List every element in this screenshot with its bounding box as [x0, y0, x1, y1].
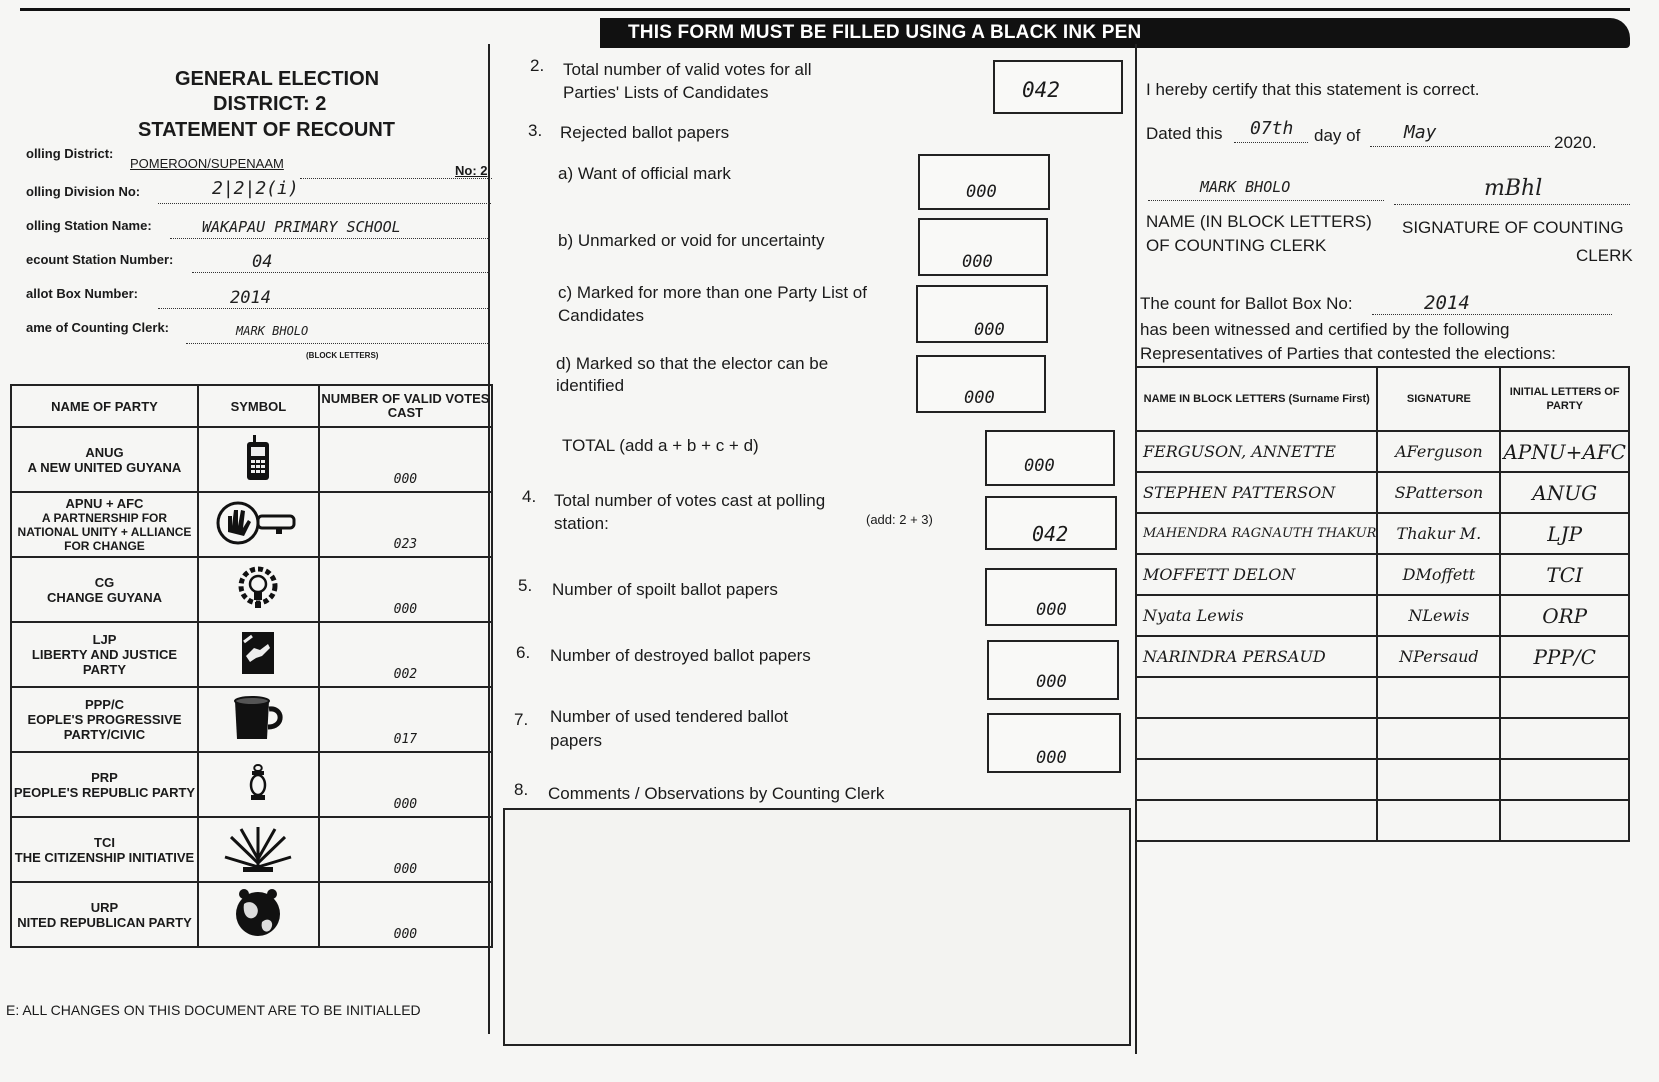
q3d-label-2: identified — [556, 376, 625, 395]
q4-label-1: Total number of votes cast at polling — [554, 491, 826, 510]
party-fullname: NITED REPUBLICAN PARTY — [17, 914, 192, 930]
q3c-label-2: Candidates — [558, 306, 645, 325]
party-name-cell — [11, 752, 198, 817]
q3d-value: 000 — [964, 388, 995, 408]
rep-name: Nyata Lewis — [1136, 595, 1377, 636]
recount-line — [192, 272, 490, 273]
party-abbr: URP — [90, 899, 119, 915]
witness-line-2: Representatives of Parties that contested the elections: — [1140, 344, 1556, 363]
counting-clerk-label: ame of Counting Clerk: — [26, 320, 170, 335]
party-symbol-cell — [198, 492, 319, 557]
party-row — [11, 687, 492, 752]
dated-day-line — [1234, 142, 1308, 143]
party-row — [11, 752, 492, 817]
q8-label: Comments / Observations by Counting Clerk — [548, 784, 885, 803]
title-line2: DISTRICT: 2 — [213, 93, 327, 115]
q3-number: 3. — [528, 121, 543, 140]
rep-party — [1500, 718, 1629, 759]
party-name-cell — [11, 622, 198, 687]
table-row — [1136, 513, 1629, 554]
q2-label-2: Parties' Lists of Candidates — [563, 83, 769, 102]
table-row — [1136, 595, 1629, 636]
party-symbol-cell — [198, 687, 319, 752]
ballot-box-line — [158, 308, 490, 309]
q4-number: 4. — [522, 487, 537, 506]
party-fullname: LIBERTY AND JUSTICE PARTY — [31, 647, 178, 677]
party-symbol-cell — [198, 622, 319, 687]
party-symbol-cell — [198, 817, 319, 882]
q3-label: Rejected ballot papers — [560, 123, 730, 142]
rep-signature: SPatterson — [1377, 472, 1500, 513]
banner-text: THIS FORM MUST BE FILLED USING A BLACK INK PEN — [628, 22, 1142, 43]
polling-district-value: POMEROON/SUPENAAM — [130, 156, 284, 171]
rep-party: LJP — [1500, 513, 1629, 554]
party-symbol-cell — [198, 882, 319, 947]
votes-cell: 000 — [319, 817, 492, 882]
party-symbol-cell — [198, 752, 319, 817]
party-abbr: APNU + AFC — [65, 496, 144, 511]
clerk-signature: mBhl — [1484, 176, 1543, 201]
handshake-icon — [238, 628, 278, 678]
rep-party: APNU+AFC — [1500, 431, 1629, 472]
q4-label-2: station: — [554, 514, 609, 533]
recount-station-value: 04 — [252, 252, 273, 272]
party-abbr: PPP/C — [84, 697, 124, 712]
rep-party — [1500, 759, 1629, 800]
rep-signature: Thakur M. — [1377, 513, 1500, 554]
party-fullname: THE CITIZENSHIP INITIATIVE — [14, 849, 195, 865]
rep-name: NARINDRA PERSAUD — [1136, 636, 1377, 677]
party-name-cell — [11, 687, 198, 752]
footnote: E: ALL CHANGES ON THIS DOCUMENT ARE TO BE INITIALLED — [6, 1002, 421, 1018]
rep-party: TCI — [1500, 554, 1629, 595]
name-caption-2: OF COUNTING CLERK — [1146, 236, 1327, 255]
ballot-box-label: allot Box Number: — [26, 286, 138, 301]
polling-district-label: olling District: — [26, 146, 114, 161]
table-row — [1136, 718, 1629, 759]
polling-division-value: 2|2|2(i) — [212, 178, 299, 199]
polling-station-label: olling Station Name: — [26, 218, 152, 233]
party-abbr: TCI — [94, 834, 115, 850]
lantern-icon — [247, 763, 269, 803]
total-value: 000 — [1024, 456, 1055, 476]
dated-month-line — [1370, 146, 1550, 147]
q7-label-2: papers — [550, 731, 602, 750]
party-name-header: NAME OF PARTY — [11, 385, 198, 427]
phone-icon — [243, 434, 273, 482]
q3a-label: a) Want of official mark — [558, 164, 731, 183]
q8-number: 8. — [514, 780, 529, 799]
table-row — [1136, 554, 1629, 595]
table-row — [1136, 431, 1629, 472]
table-row — [1136, 759, 1629, 800]
party-fullname: A PARTNERSHIP FOR NATIONAL UNITY + ALLIANCE FOR CHANGE — [17, 511, 192, 553]
rep-signature — [1377, 759, 1500, 800]
q7-value: 000 — [1036, 748, 1067, 768]
globe-icon — [232, 886, 284, 940]
q2-number: 2. — [530, 56, 545, 75]
rep-party — [1500, 677, 1629, 718]
rep-party: PPP/C — [1500, 636, 1629, 677]
title-line3: STATEMENT OF RECOUNT — [138, 119, 396, 141]
q3a-value: 000 — [966, 182, 997, 202]
q6-value: 000 — [1036, 672, 1067, 692]
recount-station-label: ecount Station Number: — [26, 252, 174, 267]
q7-number: 7. — [514, 710, 529, 729]
votes-cell: 000 — [319, 557, 492, 622]
q2-label-1: Total number of valid votes for all — [563, 60, 812, 79]
party-fullname: A NEW UNITED GUYANA — [27, 459, 182, 475]
table-row — [1136, 677, 1629, 718]
party-abbr: CG — [94, 574, 115, 590]
ballot-box-value: 2014 — [230, 288, 271, 308]
sig-caption-1: SIGNATURE OF COUNTING — [1402, 218, 1624, 237]
dated-prefix: Dated this — [1146, 124, 1223, 143]
station-line — [170, 238, 490, 239]
total-label: TOTAL (add a + b + c + d) — [562, 436, 759, 455]
cup-icon — [229, 693, 287, 743]
count-value: 2014 — [1424, 292, 1470, 314]
rep-signature: NLewis — [1377, 595, 1500, 636]
title-line1: GENERAL ELECTION — [175, 68, 380, 90]
party-row — [11, 622, 492, 687]
district-line — [300, 178, 492, 179]
q3b-label: b) Unmarked or void for uncertainty — [558, 231, 825, 250]
votes-cell: 017 — [319, 687, 492, 752]
rep-name-header: NAME IN BLOCK LETTERS (Surname First) — [1136, 367, 1377, 431]
plant-icon — [221, 823, 295, 873]
name-caption-1: NAME (IN BLOCK LETTERS) — [1146, 212, 1372, 231]
rep-party: ORP — [1500, 595, 1629, 636]
party-row — [11, 492, 492, 557]
party-fullname: EOPLE'S PROGRESSIVE PARTY/CIVIC — [27, 712, 182, 742]
rep-signature: AFerguson — [1377, 431, 1500, 472]
q4-add-note: (add: 2 + 3) — [866, 512, 933, 527]
sig-caption-2: CLERK — [1576, 246, 1633, 265]
party-symbol-cell — [198, 557, 319, 622]
rep-party: ANUG — [1500, 472, 1629, 513]
party-row — [11, 427, 492, 492]
polling-station-value: WAKAPAU PRIMARY SCHOOL — [202, 218, 401, 236]
rep-signature — [1377, 677, 1500, 718]
party-row — [11, 882, 492, 947]
q6-label: Number of destroyed ballot papers — [550, 646, 811, 665]
votes-cell: 000 — [319, 427, 492, 492]
party-fullname: PEOPLE'S REPUBLIC PARTY — [13, 784, 196, 800]
party-abbr: LJP — [92, 632, 117, 647]
count-line — [1372, 314, 1612, 315]
party-symbol-cell — [198, 427, 319, 492]
votes-header: NUMBER OF VALID VOTES CAST — [319, 385, 492, 427]
count-prefix: The count for Ballot Box No: — [1140, 294, 1353, 313]
certify-text: I hereby certify that this statement is correct. — [1146, 80, 1480, 99]
rep-name — [1136, 759, 1377, 800]
rep-signature-header: SIGNATURE — [1377, 367, 1500, 431]
rep-name — [1136, 677, 1377, 718]
rep-party — [1500, 800, 1629, 841]
q3b-value: 000 — [962, 252, 993, 272]
votes-cell: 000 — [319, 752, 492, 817]
rep-signature — [1377, 800, 1500, 841]
rep-name — [1136, 800, 1377, 841]
rep-signature — [1377, 718, 1500, 759]
q3c-label-1: c) Marked for more than one Party List of — [558, 283, 867, 302]
hand-key-icon — [216, 498, 300, 548]
q6-number: 6. — [516, 643, 531, 662]
votes-cell: 002 — [319, 622, 492, 687]
clerk-sig-line — [1394, 204, 1630, 205]
party-abbr: PRP — [91, 769, 118, 785]
votes-cell: 000 — [319, 882, 492, 947]
party-name-cell — [11, 427, 198, 492]
dated-day: 07th — [1250, 118, 1294, 139]
witness-line-1: has been witnessed and certified by the following — [1140, 320, 1510, 339]
q5-number: 5. — [518, 576, 533, 595]
rep-name: MAHENDRA RAGNAUTH THAKUR — [1136, 513, 1377, 554]
q7-label-1: Number of used tendered ballot — [550, 707, 789, 726]
clerk-name-value: MARK BHOLO — [1200, 178, 1291, 196]
rep-party-header: INITIAL LETTERS OF PARTY — [1500, 367, 1629, 431]
representatives-table — [1135, 366, 1630, 842]
rep-name: FERGUSON, ANNETTE — [1136, 431, 1377, 472]
party-name-cell — [11, 882, 198, 947]
party-table — [10, 384, 493, 948]
rep-name: MOFFETT DELON — [1136, 554, 1377, 595]
votes-cell: 023 — [319, 492, 492, 557]
party-name-cell — [11, 817, 198, 882]
party-fullname: CHANGE GUYANA — [46, 589, 163, 605]
table-row — [1136, 636, 1629, 677]
q4-value: 042 — [1032, 522, 1069, 546]
lightbulb-gear-icon — [236, 564, 280, 612]
dated-year: 2020. — [1554, 133, 1597, 152]
rep-name: STEPHEN PATTERSON — [1136, 472, 1377, 513]
party-row — [11, 817, 492, 882]
party-abbr: ANUG — [85, 444, 124, 460]
clerk-line — [186, 343, 490, 344]
comments-box — [503, 808, 1131, 1046]
party-row — [11, 557, 492, 622]
symbol-header: SYMBOL — [198, 385, 319, 427]
party-name-cell — [11, 557, 198, 622]
rep-name — [1136, 718, 1377, 759]
party-name-cell — [11, 492, 198, 557]
dated-mid: day of — [1314, 126, 1361, 145]
polling-district-no: No: 2 — [455, 163, 488, 178]
dated-month: May — [1404, 122, 1437, 143]
rep-signature: DMoffett — [1377, 554, 1500, 595]
q3d-label-1: d) Marked so that the elector can be — [556, 354, 829, 373]
clerk-name-line — [1148, 200, 1384, 201]
rep-signature: NPersaud — [1377, 636, 1500, 677]
counting-clerk-value: MARK BHOLO — [236, 324, 309, 338]
polling-division-label: olling Division No: — [26, 184, 141, 199]
q2-value: 042 — [1022, 78, 1060, 102]
q5-value: 000 — [1036, 600, 1067, 620]
q5-label: Number of spoilt ballot papers — [552, 580, 778, 599]
table-row — [1136, 472, 1629, 513]
block-letters-note: (BLOCK LETTERS) — [306, 351, 379, 360]
table-row — [1136, 800, 1629, 841]
q3c-value: 000 — [974, 320, 1005, 340]
division-line — [158, 203, 491, 204]
